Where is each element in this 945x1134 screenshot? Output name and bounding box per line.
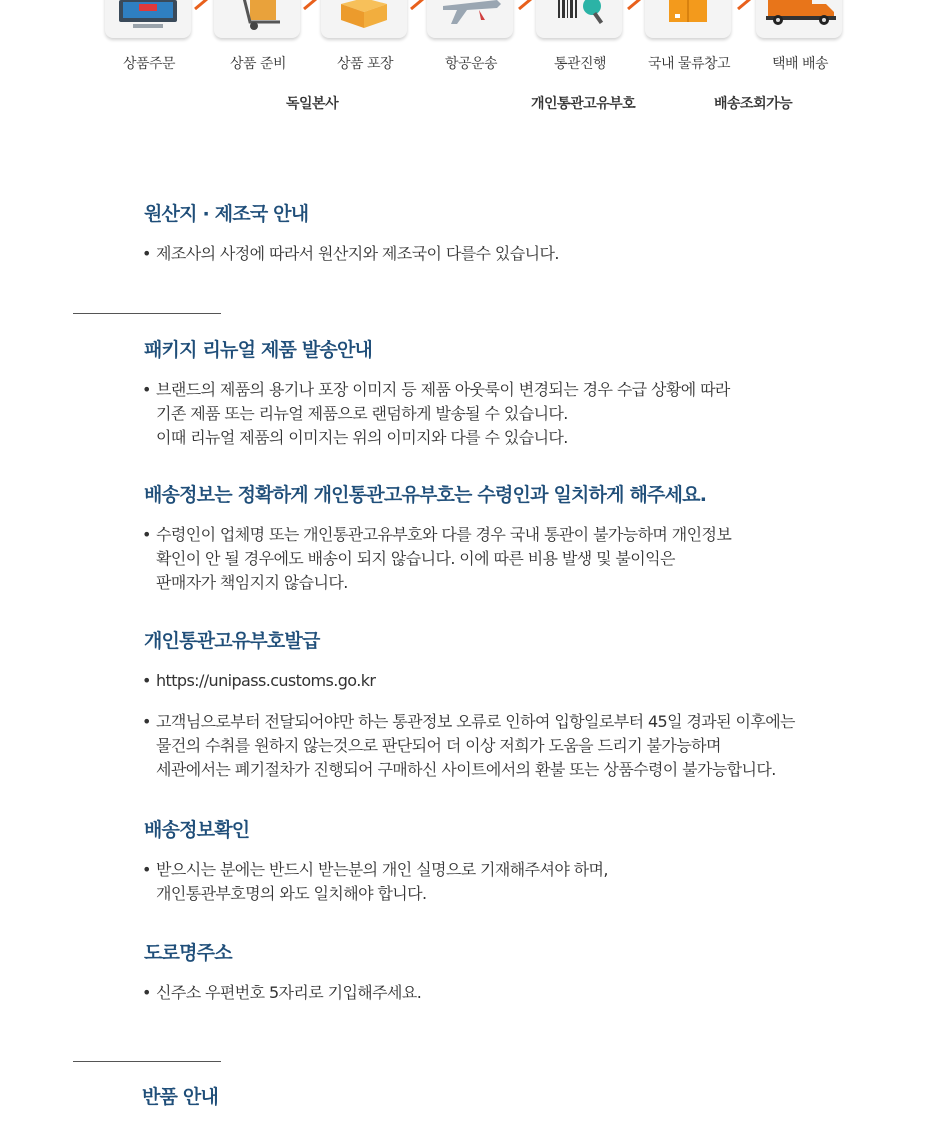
bullet-line: 이때 리뉴얼 제품의 이미지는 위의 이미지와 다를 수 있습니다. [156, 428, 568, 447]
barcode-scanner-icon [536, 0, 622, 38]
arrow-icon [194, 0, 208, 10]
step-box [321, 0, 407, 38]
step-box [427, 0, 513, 38]
step-box [105, 0, 191, 38]
section-title-shipping-check: 배송정보확인 [144, 819, 250, 841]
bullet-line: 고객님으로부터 전달되어야만 하는 통관정보 오류로 인하여 입항일로부터 45일 경과된 이후에는 [156, 712, 795, 731]
computer-icon [105, 0, 191, 38]
bullet-line: 제조사의 사정에 따라서 원산지와 제조국이 다를수 있습니다. [156, 244, 559, 263]
section-title-customs-code: 개인통관고유부호발급 [144, 630, 320, 652]
bullet-road-address [142, 981, 421, 1005]
bullet-dot: • [142, 671, 151, 690]
bullet-line: 신주소 우편번호 5자리로 기입해주세요. [156, 983, 422, 1002]
bullet-customs-warning [142, 710, 795, 782]
section-title-return: 반품 안내 [142, 1086, 219, 1108]
section-divider [73, 313, 221, 314]
arrow-icon [737, 0, 751, 10]
bullet-line: 세관에서는 폐기절차가 진행되어 구매하신 사이트에서의 환불 또는 상품수령이 불가능합니다. [156, 760, 776, 779]
process-flow [0, 0, 945, 120]
airplane-icon [427, 0, 513, 38]
hand-truck-icon [214, 0, 300, 38]
unipass-link[interactable]: https://unipass.customs.go.kr [156, 671, 376, 690]
bullet-line: 확인이 안 될 경우에도 배송이 되지 않습니다. 이에 따른 비용 발생 및 불이익은 [156, 549, 675, 568]
arrow-icon [410, 0, 424, 10]
step-label: 택배 배송 [771, 56, 829, 72]
bullet-origin [142, 242, 559, 266]
bullet-line: 수령인이 업체명 또는 개인통관고유부호와 다를 경우 국내 통관이 불가능하며 개인정보 [156, 525, 732, 544]
step-box [645, 0, 731, 38]
step-label: 상품주문 [122, 56, 176, 72]
step-box [536, 0, 622, 38]
arrow-icon [518, 0, 532, 10]
arrow-icon [627, 0, 641, 10]
bullet-shipping-accuracy [142, 523, 731, 595]
section-title-shipping-accuracy: 배송정보는 정확하게 개인통관고유부호는 수령인과 일치하게 해주세요. [144, 484, 707, 506]
bullet-line: 기존 제품 또는 리뉴얼 제품으로 랜덤하게 발송될 수 있습니다. [156, 404, 568, 423]
step-label: 상품 포장 [336, 56, 394, 72]
sub-label-customs-code: 개인통관고유부호 [531, 96, 636, 112]
bullet-shipping-check [142, 858, 608, 906]
delivery-truck-icon [756, 0, 842, 38]
bullet-dot: • [142, 525, 151, 544]
bullet-line: 판매자가 책임지지 않습니다. [156, 573, 348, 592]
bullet-dot: • [142, 860, 151, 879]
bullet-dot: • [142, 244, 151, 263]
section-divider [73, 1061, 221, 1062]
sub-label-tracking: 배송조회가능 [714, 96, 793, 112]
bullet-dot: • [142, 380, 151, 399]
arrow-icon [303, 0, 317, 10]
bullet-line: 물건의 수취를 원하지 않는것으로 판단되어 더 이상 저희가 도움을 드리기 불가능하며 [156, 736, 721, 755]
package-box-icon [321, 0, 407, 38]
bullet-line: 받으시는 분에는 반드시 받는분의 개인 실명으로 기재해주셔야 하며, [156, 860, 608, 879]
bullet-package [142, 378, 730, 450]
bullet-line: 개인통관부호명의 와도 일치해야 합니다. [156, 884, 427, 903]
section-title-road-address: 도로명주소 [144, 942, 232, 964]
bullet-unipass-link[interactable] [142, 669, 375, 693]
step-box [756, 0, 842, 38]
step-label: 항공운송 [444, 56, 498, 72]
step-label: 국내 물류창고 [647, 56, 731, 72]
bullet-dot: • [142, 712, 151, 731]
step-box [214, 0, 300, 38]
sub-label-germany-hq: 독일본사 [286, 96, 339, 112]
step-label: 통관진행 [553, 56, 607, 72]
warehouse-box-icon [645, 0, 731, 38]
section-title-origin: 원산지 · 제조국 안내 [144, 203, 309, 225]
step-label: 상품 준비 [229, 56, 287, 72]
section-title-package: 패키지 리뉴얼 제품 발송안내 [144, 339, 373, 361]
bullet-dot: • [142, 983, 151, 1002]
bullet-line: 브랜드의 제품의 용기나 포장 이미지 등 제품 아웃룩이 변경되는 경우 수급 상황에 따라 [156, 380, 730, 399]
